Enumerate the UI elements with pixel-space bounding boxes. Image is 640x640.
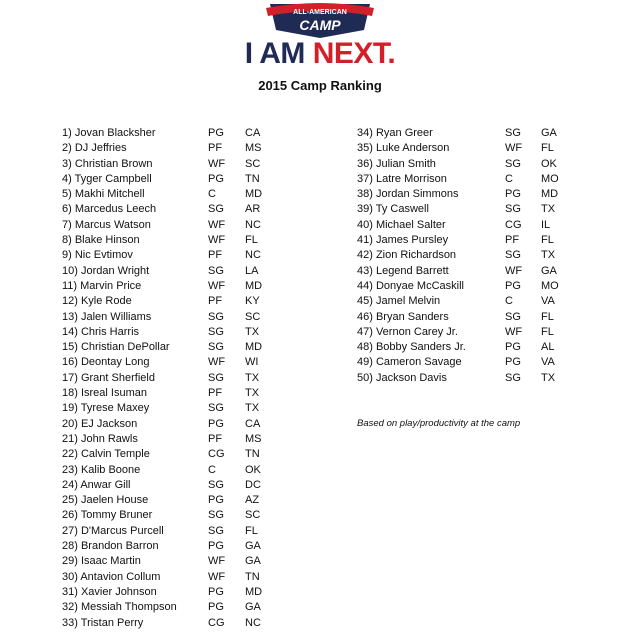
- player-position: SG: [208, 264, 224, 277]
- player-state: AR: [245, 203, 261, 216]
- player-state: GA: [245, 601, 261, 614]
- player-rank-name: 36) Julian Smith: [357, 157, 436, 170]
- player-position: WF: [208, 356, 226, 369]
- player-position: SG: [208, 325, 224, 338]
- player-state: CA: [245, 417, 261, 430]
- player-rank-name: 6) Marcedus Leech: [62, 203, 157, 216]
- player-state: MD: [245, 279, 263, 292]
- player-rank-name: 44) Donyae McCaskill: [357, 279, 464, 292]
- player-position: CG: [505, 218, 522, 231]
- player-rank-name: 35) Luke Anderson: [357, 142, 450, 155]
- player-position: PG: [208, 601, 224, 614]
- player-rank-name: 23) Kalib Boone: [62, 463, 141, 476]
- player-state: GA: [245, 555, 261, 568]
- player-rank-name: 5) Makhi Mitchell: [62, 188, 145, 201]
- logo-banner-text: ALL-AMERICAN: [293, 9, 347, 16]
- player-rank-name: 21) John Rawls: [62, 432, 138, 445]
- player-rank-name: 4) Tyger Campbell: [62, 172, 152, 185]
- player-rank-name: 10) Jordan Wright: [62, 264, 150, 277]
- player-position: SG: [505, 203, 521, 216]
- player-position: PG: [208, 172, 224, 185]
- player-position: PG: [208, 585, 224, 598]
- player-state: GA: [541, 127, 557, 139]
- player-rank-name: 2) DJ Jeffries: [62, 142, 127, 155]
- footnote: Based on play/productivity at the camp: [357, 418, 521, 429]
- player-rank-name: 20) EJ Jackson: [62, 417, 138, 430]
- player-rank-name: 19) Tyrese Maxey: [62, 402, 150, 415]
- player-rank-name: 13) Jalen Williams: [62, 310, 152, 323]
- player-position: SG: [505, 310, 521, 323]
- player-rank-name: 50) Jackson Davis: [357, 371, 447, 384]
- player-state: WI: [245, 356, 259, 369]
- player-position: PF: [208, 432, 223, 445]
- player-position: SG: [208, 402, 224, 415]
- player-position: WF: [208, 279, 226, 292]
- player-state: TX: [541, 203, 556, 216]
- player-position: C: [208, 188, 216, 201]
- player-rank-name: 17) Grant Sherfield: [62, 371, 155, 384]
- player-position: WF: [208, 157, 226, 170]
- player-rank-name: 12) Kyle Rode: [62, 295, 132, 308]
- player-rank-name: 43) Legend Barrett: [357, 264, 449, 277]
- player-state: NC: [245, 218, 261, 231]
- player-position: C: [505, 295, 513, 308]
- player-rank-name: 29) Isaac Martin: [62, 555, 141, 568]
- player-rank-name: 27) D'Marcus Purcell: [62, 524, 164, 537]
- player-position: PF: [208, 249, 223, 262]
- player-position: SG: [208, 203, 224, 216]
- player-state: MD: [541, 188, 559, 201]
- player-rank-name: 37) Latre Morrison: [357, 172, 447, 185]
- player-position: WF: [208, 234, 226, 247]
- player-state: VA: [541, 356, 555, 369]
- player-state: DC: [245, 478, 261, 491]
- all-american-camp-emblem-icon: [262, 0, 378, 40]
- player-state: TX: [245, 402, 260, 415]
- tagline-part-1: I AM: [244, 37, 313, 70]
- player-position: WF: [505, 142, 523, 155]
- player-state: VA: [541, 295, 555, 308]
- player-rank-name: 25) Jaelen House: [62, 494, 149, 507]
- player-rank-name: 24) Anwar Gill: [62, 478, 131, 491]
- player-state: CA: [245, 127, 261, 139]
- player-state: GA: [541, 264, 557, 277]
- player-position: SG: [208, 509, 224, 522]
- player-position: SG: [208, 478, 224, 491]
- player-state: SC: [245, 310, 261, 323]
- player-state: TN: [245, 172, 260, 185]
- player-rank-name: 46) Bryan Sanders: [357, 310, 449, 323]
- player-state: SC: [245, 509, 261, 522]
- player-position: PG: [505, 356, 521, 369]
- player-state: MS: [245, 432, 262, 445]
- player-position: SG: [208, 341, 224, 354]
- player-rank-name: 41) James Pursley: [357, 234, 449, 247]
- player-position: PG: [208, 494, 224, 507]
- player-position: CG: [208, 616, 225, 629]
- player-rank-name: 14) Chris Harris: [62, 325, 140, 338]
- player-rank-name: 45) Jamel Melvin: [357, 295, 441, 308]
- tagline-part-2: NEXT.: [312, 37, 396, 70]
- player-position: SG: [505, 157, 521, 170]
- player-state: TX: [245, 371, 260, 384]
- player-rank-name: 1) Jovan Blacksher: [62, 127, 156, 139]
- player-state: FL: [541, 325, 554, 338]
- player-position: PG: [208, 417, 224, 430]
- player-rank-name: 28) Brandon Barron: [62, 540, 159, 553]
- player-position: WF: [208, 218, 226, 231]
- player-state: MO: [541, 279, 559, 292]
- player-rank-name: 26) Tommy Bruner: [62, 509, 153, 522]
- player-position: SG: [505, 127, 521, 139]
- player-state: AZ: [245, 494, 260, 507]
- player-position: PG: [505, 341, 521, 354]
- player-state: IL: [541, 218, 551, 231]
- player-state: FL: [245, 524, 258, 537]
- player-state: MD: [245, 188, 263, 201]
- player-position: PF: [208, 142, 223, 155]
- player-rank-name: 7) Marcus Watson: [62, 218, 151, 231]
- player-rank-name: 30) Antavion Collum: [62, 570, 161, 583]
- player-state: MD: [245, 341, 263, 354]
- tagline: [0, 38, 640, 70]
- player-rank-name: 11) Marvin Price: [62, 279, 142, 292]
- player-rank-name: 33) Tristan Perry: [62, 616, 144, 629]
- player-state: MO: [541, 172, 559, 185]
- player-position: C: [208, 463, 216, 476]
- player-rank-name: 3) Christian Brown: [62, 157, 153, 170]
- player-rank-name: 49) Cameron Savage: [357, 356, 462, 369]
- player-position: SG: [208, 524, 224, 537]
- player-state: KY: [245, 295, 260, 308]
- player-state: FL: [541, 142, 554, 155]
- player-state: GA: [245, 540, 261, 553]
- player-state: TX: [541, 249, 556, 262]
- player-rank-name: 39) Ty Caswell: [357, 203, 429, 216]
- player-rank-name: 16) Deontay Long: [62, 356, 150, 369]
- player-position: WF: [505, 325, 523, 338]
- player-state: TX: [245, 387, 260, 400]
- player-state: NC: [245, 249, 261, 262]
- player-rank-name: 40) Michael Salter: [357, 218, 446, 231]
- player-position: SG: [505, 249, 521, 262]
- player-rank-name: 9) Nic Evtimov: [62, 249, 133, 262]
- player-state: TN: [245, 570, 260, 583]
- player-state: FL: [541, 310, 554, 323]
- player-state: TX: [245, 325, 260, 338]
- player-rank-name: 18) Isreal Isuman: [62, 387, 147, 400]
- player-rank-name: 47) Vernon Carey Jr.: [357, 325, 458, 338]
- player-state: SC: [245, 157, 261, 170]
- player-rank-name: 15) Christian DePollar: [62, 341, 170, 354]
- player-position: WF: [505, 264, 523, 277]
- player-rank-name: 31) Xavier Johnson: [62, 585, 157, 598]
- player-rank-name: 32) Messiah Thompson: [62, 601, 177, 614]
- player-position: WF: [208, 555, 226, 568]
- player-rank-name: 42) Zion Richardson: [357, 249, 457, 262]
- player-rank-name: 8) Blake Hinson: [62, 234, 140, 247]
- player-position: PG: [505, 188, 521, 201]
- player-position: PG: [208, 127, 224, 139]
- logo-camp-word: CAMP: [299, 17, 341, 33]
- player-state: FL: [245, 234, 258, 247]
- page-title: 2015 Camp Ranking: [258, 78, 382, 93]
- player-position: C: [505, 172, 513, 185]
- player-state: MS: [245, 142, 262, 155]
- player-position: SG: [505, 371, 521, 384]
- player-position: PF: [208, 295, 223, 308]
- player-position: CG: [208, 448, 225, 461]
- player-position: PG: [505, 279, 521, 292]
- player-state: FL: [541, 234, 554, 247]
- player-position: PG: [208, 540, 224, 553]
- player-state: LA: [245, 264, 259, 277]
- player-state: MD: [245, 585, 263, 598]
- player-position: WF: [208, 570, 226, 583]
- player-rank-name: 34) Ryan Greer: [357, 127, 433, 139]
- player-position: PF: [208, 387, 223, 400]
- player-rank-name: 48) Bobby Sanders Jr.: [357, 341, 466, 354]
- player-state: OK: [245, 463, 261, 476]
- player-rank-name: 38) Jordan Simmons: [357, 188, 459, 201]
- player-position: SG: [208, 310, 224, 323]
- player-state: TN: [245, 448, 260, 461]
- player-state: OK: [541, 157, 557, 170]
- player-position: SG: [208, 371, 224, 384]
- player-position: PF: [505, 234, 520, 247]
- player-state: AL: [541, 341, 555, 354]
- player-state: TX: [541, 371, 556, 384]
- player-rank-name: 22) Calvin Temple: [62, 448, 150, 461]
- player-state: NC: [245, 616, 261, 629]
